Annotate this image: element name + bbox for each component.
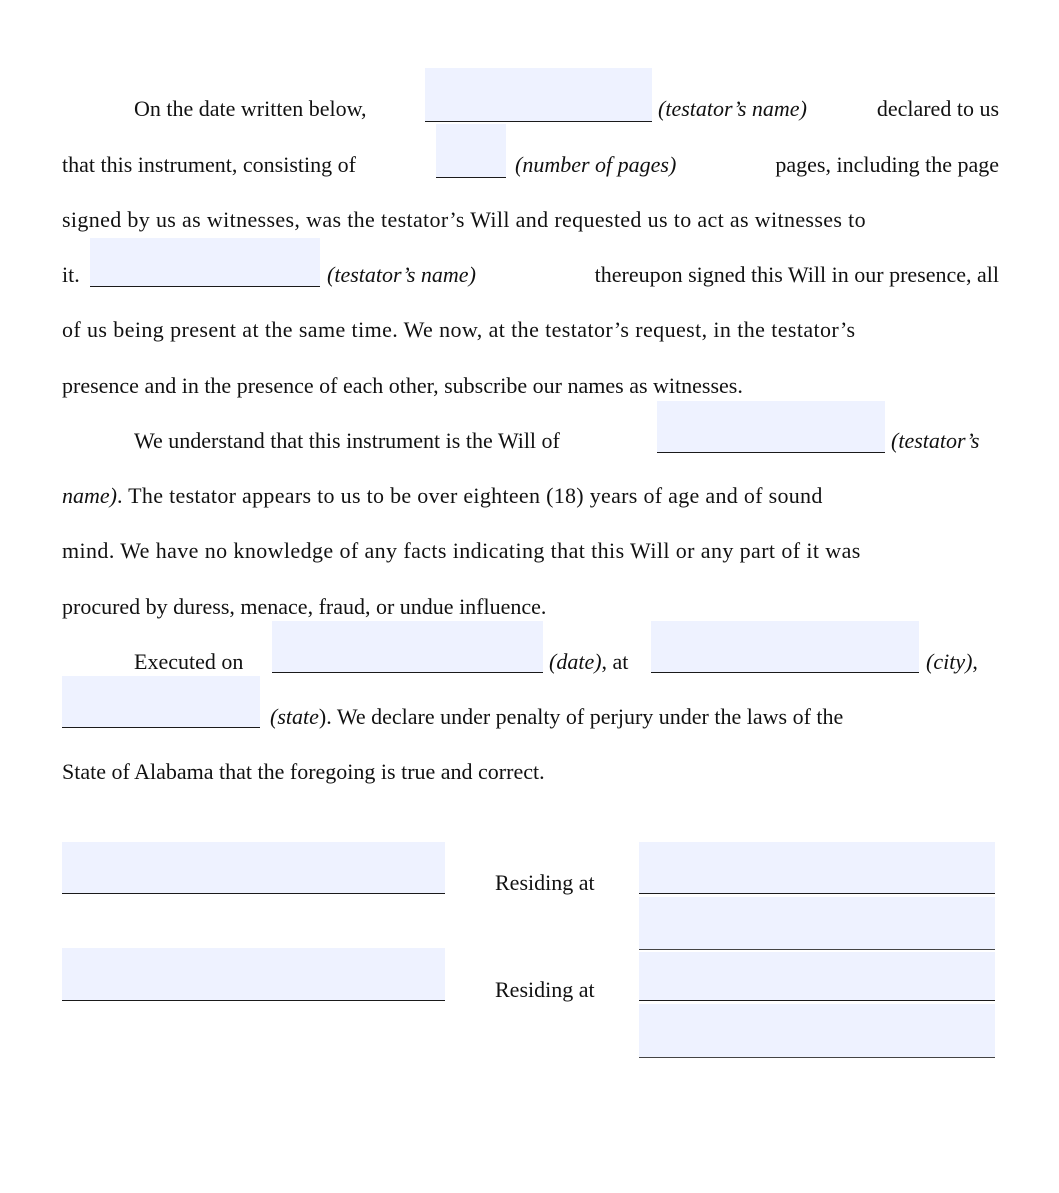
p1-text: thereupon signed this Will in our presence, all	[594, 262, 999, 287]
number-of-pages-field[interactable]	[436, 124, 506, 178]
p3-text: State of Alabama that the foregoing is true and correct.	[62, 759, 545, 784]
p1-text: that this instrument, consisting of	[62, 152, 356, 177]
p2-line-1-end	[891, 427, 979, 455]
p1-text: signed by us as witnesses, was the testator’s Will and requested us to act as witnesses to	[62, 207, 866, 232]
city-hint: (city)	[926, 649, 973, 674]
p2-text: mind. We have no knowledge of any facts indicating that this Will or any part of it was	[62, 538, 861, 563]
p1-line-4	[62, 261, 80, 289]
p1-line-4-end	[327, 261, 999, 289]
p2-line-3	[62, 537, 999, 565]
witness-address-field-2b[interactable]	[639, 1004, 995, 1058]
p3-line-1	[134, 648, 243, 676]
state-field[interactable]	[62, 676, 260, 728]
testator-name-hint: (testator’s name)	[658, 96, 807, 121]
p3-line-2	[270, 703, 843, 731]
p3-line-3	[62, 758, 545, 786]
testator-name-field-1[interactable]	[425, 68, 652, 122]
p2-text: . The testator appears to us to be over eighteen (18) years of age and of sound	[116, 483, 823, 508]
p2-text: We understand that this instrument is the Will of	[134, 428, 560, 453]
p3-text: ). We declare under penalty of perjury under the laws of the	[318, 704, 844, 729]
p1-line-3	[62, 206, 999, 234]
witness-address-field-1b[interactable]	[639, 897, 995, 950]
p1-text: of us being present at the same time. We now, at the testator’s request, in the testator’s	[62, 317, 856, 342]
p3-line-1-end	[926, 648, 978, 676]
p1-line-2	[62, 151, 356, 179]
p1-line-1-end	[658, 95, 999, 123]
p1-text: On the date written below,	[134, 96, 367, 121]
witness-address-field-2a[interactable]	[639, 952, 995, 1001]
testator-name-hint-cont: name)	[62, 483, 117, 508]
number-of-pages-hint: (number of pages)	[515, 152, 677, 177]
testator-name-hint: (testator’s	[891, 428, 980, 453]
p1-text: presence and in the presence of each other, subscribe our names as witnesses.	[62, 373, 743, 398]
witness-address-field-1a[interactable]	[639, 842, 995, 894]
date-field[interactable]	[272, 621, 543, 673]
p1-line-5	[62, 316, 999, 344]
state-hint: (state	[270, 704, 319, 729]
p1-line-2-end	[515, 151, 999, 179]
city-field[interactable]	[651, 621, 919, 673]
date-hint: (date)	[549, 649, 602, 674]
p3-line-1-mid	[549, 648, 628, 676]
residing-at-label-2: Residing at	[495, 977, 595, 1002]
p1-text: it.	[62, 262, 80, 287]
p3-text: ,	[972, 649, 978, 674]
p1-text: pages, including the page	[775, 152, 999, 177]
p2-line-1	[134, 427, 560, 455]
witness-signature-field-2[interactable]	[62, 948, 445, 1001]
p2-text: procured by duress, menace, fraud, or undue influence.	[62, 594, 547, 619]
p2-line-2	[62, 482, 999, 510]
residing-at-label-1: Residing at	[495, 870, 595, 895]
testator-name-field-2[interactable]	[90, 238, 320, 287]
p2-line-4	[62, 593, 546, 621]
p3-text: , at	[601, 649, 629, 674]
p1-line-6	[62, 372, 743, 400]
witness-signature-field-1[interactable]	[62, 842, 445, 894]
p1-line-1	[134, 95, 367, 123]
testator-name-hint: (testator’s name)	[327, 262, 476, 287]
p1-text: declared to us	[876, 96, 999, 121]
testator-name-field-3[interactable]	[657, 401, 885, 453]
p3-text: Executed on	[134, 649, 244, 674]
